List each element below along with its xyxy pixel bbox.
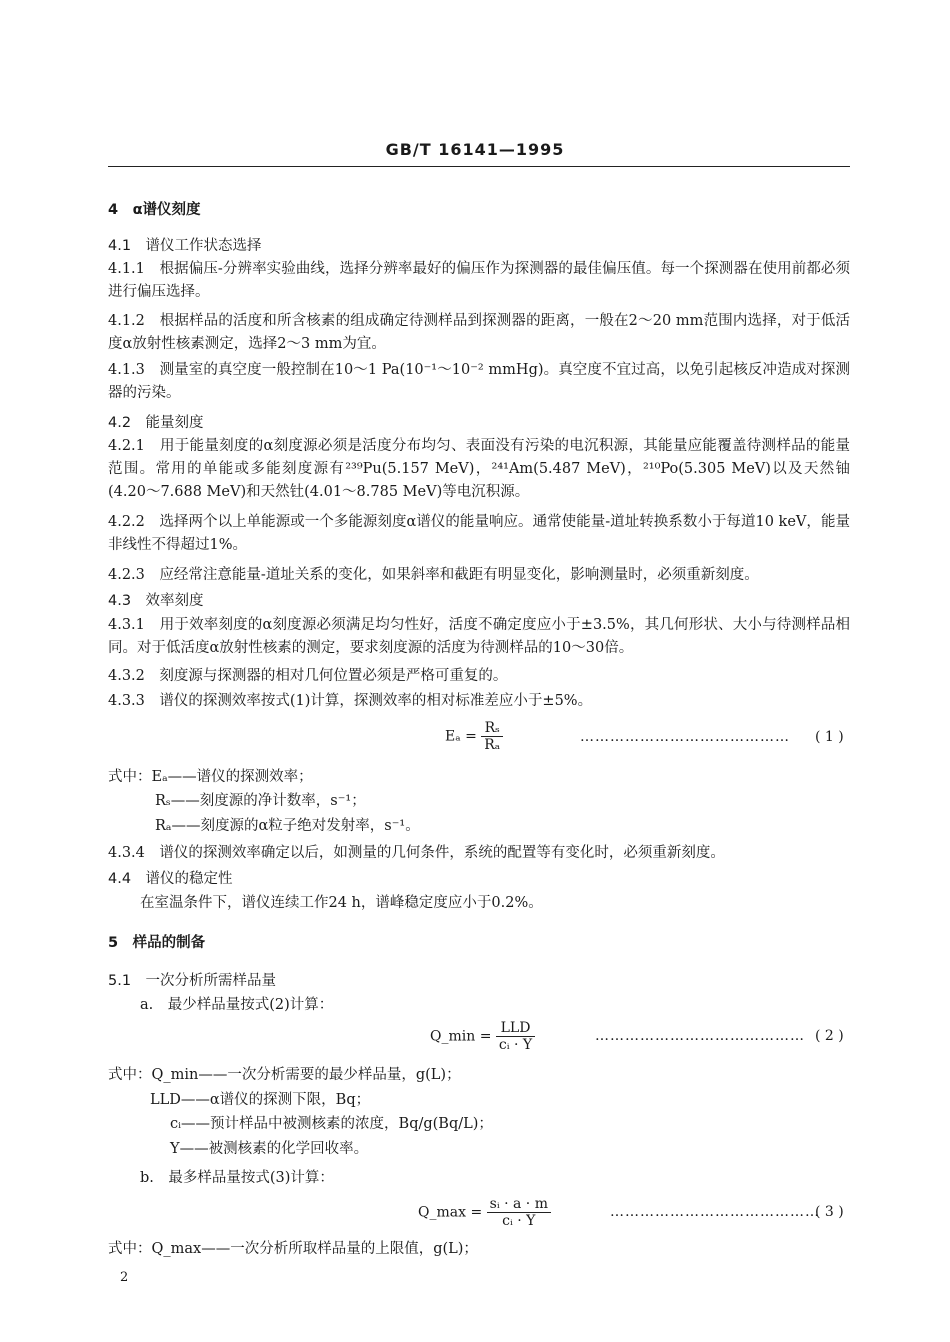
formula-3-lhs: Q_max = xyxy=(418,1204,483,1221)
where-2-a: 式中：Q_min——一次分析需要的最少样品量，g(L)； xyxy=(108,1067,461,1083)
formula-2-numerator: LLD xyxy=(496,1020,535,1037)
formula-2-lhs: Q_min = xyxy=(430,1028,492,1045)
item-b: b. 最多样品量按式(3)计算： xyxy=(140,1170,334,1186)
formula-3-label: ( 3 ) xyxy=(815,1204,844,1220)
page-number: 2 xyxy=(120,1270,129,1285)
para-4-3-3: 4.3.3 谱仪的探测效率按式(1)计算，探测效率的相对标准差应小于±5%。 xyxy=(108,693,593,709)
formula-1-label: ( 1 ) xyxy=(815,729,844,745)
para-4-3-2: 4.3.2 刻度源与探测器的相对几何位置必须是严格可重复的。 xyxy=(108,668,508,684)
formula-2 xyxy=(430,1020,535,1053)
formula-2-leader: …………………………………… xyxy=(595,1028,805,1044)
section-4-3-heading: 4.3 效率刻度 xyxy=(108,593,204,609)
formula-1 xyxy=(445,720,503,753)
formula-3-fraction xyxy=(487,1196,551,1229)
para-4-1-3: 4.1.3 测量室的真空度一般控制在10～1 Pa(10⁻¹～10⁻² mmHg)。真空度不宜过高，以免引起核反冲造成对探测器的污染。 xyxy=(108,362,850,401)
where-1-a: 式中：Eₐ——谱仪的探测效率； xyxy=(108,769,313,785)
para-4-1-1: 4.1.1 根据偏压-分辨率实验曲线，选择分辨率最好的偏压作为探测器的最佳偏压值。每一个探测器在使用前都必须进行偏压选择。 xyxy=(108,261,850,300)
formula-2-label: ( 2 ) xyxy=(815,1028,844,1044)
formula-1-numerator: Rₛ xyxy=(481,720,503,737)
where-1-c: Rₐ——刻度源的α粒子绝对发射率，s⁻¹。 xyxy=(155,818,420,834)
formula-1-denominator: Rₐ xyxy=(484,737,501,753)
header-rule xyxy=(108,166,850,167)
para-4-3-1: 4.3.1 用于效率刻度的α刻度源必须满足均匀性好，活度不确定度应小于±3.5%，其几何形状、大小与待测样品相同。对于低活度α放射性核素的测定，要求刻度源的活度为待测样品的10～30倍。 xyxy=(108,617,850,656)
formula-1-lhs: Eₐ = xyxy=(445,728,477,745)
item-a: a. 最少样品量按式(2)计算： xyxy=(140,997,334,1013)
section-4-heading: 4 α谱仪刻度 xyxy=(108,202,201,218)
para-4-2-1: 4.2.1 用于能量刻度的α刻度源必须是活度分布均匀、表面没有污染的电沉积源，其能量应能覆盖待测样品的能量范围。常用的单能或多能刻度源有²³⁹Pu(5.157 MeV)，²⁴¹Am(5.487 MeV)，²¹⁰Po(5.305 MeV)以及天然铀(4.20～7.688 MeV)和天然钍(4.01～8.785 MeV)等电沉积源。 xyxy=(108,438,850,500)
section-5-1-heading: 5.1 一次分析所需样品量 xyxy=(108,973,277,989)
formula-3-leader: …………………………………… xyxy=(610,1204,820,1220)
formula-3-numerator: sᵢ · a · m xyxy=(487,1196,551,1213)
para-4-2-3: 4.2.3 应经常注意能量-道址关系的变化，如果斜率和截距有明显变化，影响测量时，必须重新刻度。 xyxy=(108,567,759,583)
section-4-1-heading: 4.1 谱仪工作状态选择 xyxy=(108,238,262,254)
where-2-d: Y——被测核素的化学回收率。 xyxy=(170,1141,369,1157)
section-4-4-heading: 4.4 谱仪的稳定性 xyxy=(108,871,233,887)
para-4-1-2: 4.1.2 根据样品的活度和所含核素的组成确定待测样品到探测器的距离，一般在2～20 mm范围内选择，对于低活度α放射性核素测定，选择2～3 mm为宜。 xyxy=(108,313,850,352)
section-4-2-heading: 4.2 能量刻度 xyxy=(108,415,204,431)
where-3-a: 式中：Q_max——一次分析所取样品量的上限值，g(L)； xyxy=(108,1241,478,1257)
formula-3-denominator: cᵢ · Y xyxy=(502,1213,536,1229)
formula-2-denominator: cᵢ · Y xyxy=(498,1037,533,1053)
para-4-3-4: 4.3.4 谱仪的探测效率确定以后，如测量的几何条件，系统的配置等有变化时，必须重新刻度。 xyxy=(108,845,725,861)
formula-1-fraction xyxy=(481,720,503,753)
formula-1-leader: …………………………………… xyxy=(580,729,790,745)
formula-3 xyxy=(418,1196,551,1229)
where-1-b: Rₛ——刻度源的净计数率，s⁻¹； xyxy=(155,793,366,809)
para-4-2-2: 4.2.2 选择两个以上单能源或一个多能源刻度α谱仪的能量响应。通常使能量-道址转换系数小于每道10 keV，能量非线性不得超过1%。 xyxy=(108,514,850,553)
formula-2-fraction xyxy=(496,1020,535,1053)
page-header: GB/T 16141—1995 xyxy=(385,140,565,159)
section-5-heading: 5 样品的制备 xyxy=(108,935,206,951)
para-4-4: 在室温条件下，谱仪连续工作24 h，谱峰稳定度应小于0.2%。 xyxy=(140,895,543,911)
where-2-b: LLD——α谱仪的探测下限，Bq； xyxy=(150,1092,371,1108)
where-2-c: cᵢ——预计样品中被测核素的浓度，Bq/g(Bq/L)； xyxy=(170,1116,493,1132)
